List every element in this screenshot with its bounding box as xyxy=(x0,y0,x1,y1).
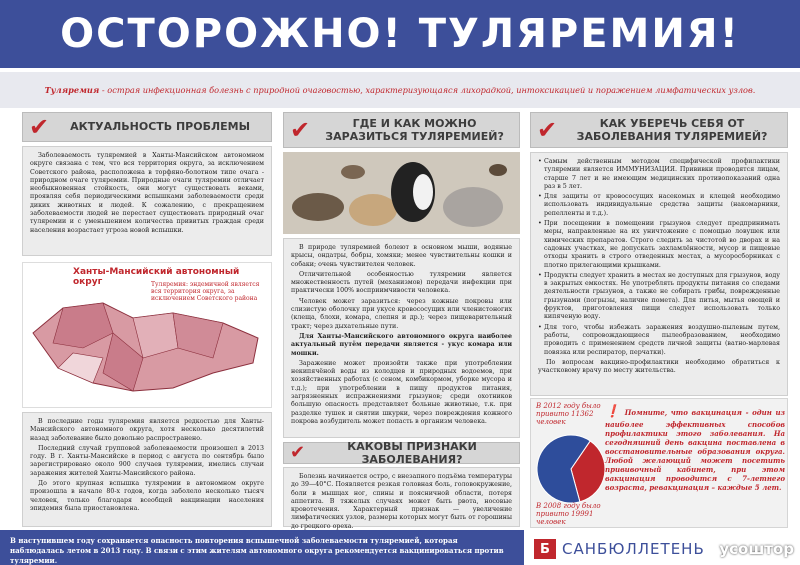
list-item: • Самым действенным методом специфической профилактики туляремии является ИММУНИЗАЦИЯ. Прививки проводятся лицам, старше 7 лет и не имеющим медицинских противопоказаний одна раз в 5 лет. xyxy=(538,158,780,191)
intro-text: - острая инфекционная болезнь с природной очаговостью, характеризующаяся лихорадкой, интоксикацией и поражением лимфатических узлов. xyxy=(99,85,756,95)
column-relevance xyxy=(22,112,272,256)
district-map xyxy=(22,262,272,408)
col2-paragraph-3: Человек может заразиться: через кожные покровы или слизистую оболочку при укусе кровососущих или членистоногих (клеща, блохи, комара, слепня и др.); через пищеварительный тракт; через дыхательные пути. xyxy=(291,297,512,330)
col3-text-panel xyxy=(530,152,788,396)
vaccination-note xyxy=(605,404,785,492)
col3-heading: КАК УБЕРЕЧЬ СЕБЯ ОТ ЗАБОЛЕВАНИЯ ТУЛЯРЕМИЕЙ? xyxy=(576,116,768,143)
col2-symptoms-panel xyxy=(283,467,520,530)
checkmark-icon: ✔ xyxy=(290,116,311,144)
col2-paragraph-6: Болезнь начинается остро, с внезапного подъёма температуры до 39—40°С. Появляется резкая головная боль, головокружение, боли в мышцах ног, спины и поясничной области, потеря аппетита. В тяжелых случаях может быть рвота, носовые кровотечения. Характерный признак — увеличение лимфатических узлов, размеры которых могут быть от горошины до грецкого ореха. xyxy=(291,473,512,530)
intro-term: Туляремия xyxy=(44,85,100,95)
col2-text-panel xyxy=(283,238,520,438)
col1-paragraph-3: Последний случай групповой заболеваемости произошел в 2013 году. В г. Ханты-Мансийске в период с августа по сентябрь было зарегистрировано около 900 случаев туляремии, имелись случаи заражения жителей Ханты-Мансийского района. xyxy=(30,444,264,477)
logo-name: САНБЮЛЛЕТЕНЬ xyxy=(562,540,705,558)
intro-strip xyxy=(0,72,800,108)
col2-paragraph-4: Для Ханты-Мансийского автономного округа наиболее актуальный путём передачи является - укус комара или мошки. xyxy=(291,332,512,357)
col1-bottom-panel xyxy=(22,412,272,527)
footer-warning: В наступившем году сохраняется опасность повторения вспышечной заболеваемости туляремией, которая наблюдалась летом в 2013 году. В связи с этим жителям автономного округа рекомендуется вакцинироваться против туляремии. xyxy=(0,530,524,565)
col1-paragraph: Заболеваемость туляремией в Ханты-Мансийском автономном округе связана с тем, что вся территория округа, за исключением Советского района, расположена в торфяно-болотном типе очага - природном очаге туляремии. Природные очаги туляремии отличает необыкновенная стойкость, они могут существовать веками, проявляя себя периодическими вспышками заболеваемости среди диких животных и людей. К сожалению, с прекращением заболеваемости людей не перестает существовать природный очаг туляремии и с уменьшением количества привитых граждан среди населения возрастает угроза новой вспышки. xyxy=(30,152,264,234)
watermark: усоштор xyxy=(719,540,794,558)
col2-paragraph-2: Отличительной особенностью туляремии является множественность путей (механизмов) передачи инфекции при практически 100% восприимчивости человека. xyxy=(291,270,512,295)
column-transmission xyxy=(283,112,520,148)
heading-box-2 xyxy=(283,439,520,466)
heading-box xyxy=(22,112,272,142)
list-item: • Для того, чтобы избежать заражения воздушно-пылевым путем, работы, сопровождающиеся пылеобразованием, необходимо проводить с применением средств личной защиты (ватно-марлевая повязка или респиратор, перчатки). xyxy=(538,324,780,357)
prevention-list xyxy=(538,158,780,357)
list-item: • Продукты следует хранить в местах не доступных для грызунов, воду в закрытых емкостях. Не употреблять продукты питания со следами деятельности грызунов, а также не собирать грибы, поврежденные грызунами (погрызы, наличие помета). Для питья, мытья овощей и фруктов, приготовления пищи следует использовать только кипяченую воду. xyxy=(538,272,780,322)
col1-heading: АКТУАЛЬНОСТЬ ПРОБЛЕМЫ xyxy=(70,120,250,134)
heading-box xyxy=(283,112,520,148)
rodents-photo xyxy=(283,152,520,234)
col3-closing: По вопросам вакцино-профилактики необходимо обратиться к участковому врачу по месту жительства. xyxy=(538,358,780,375)
list-item: • При посещении в помещении грызунов следует предпринимать меры, направленные на их уничтожение с помощью ловушек или химических препаратов. Строго следить за чистотой во дворах и на садовых участках, не допускать захламлённости, мусор и пищевые отходы хранить в строго отведенных местах, а мусоросборниках с плотно прилегающими крышками. xyxy=(538,220,780,270)
column-prevention xyxy=(530,112,788,396)
heading-box xyxy=(530,112,788,148)
col1-text-panel xyxy=(22,146,272,256)
page-title: ОСТОРОЖНО! ТУЛЯРЕМИЯ! xyxy=(60,11,740,57)
logo-mark-icon: Б xyxy=(534,539,556,559)
exclamation-icon: ❗ xyxy=(605,404,622,418)
col2-paragraph-5: Заражение может произойти также при употреблении некипячёной воды из колодцев и природных водоемов, при хозяйственных работах (с сеном, комбикормом, уборке мусора и т.д.); при употреблении в пищу продуктов питания, загрязненных испражнениями грызунов; среди охотников большую опасность представляет больные животные, т.к. при разделке тушек и снятии шкурки, через повреждения кожного покрова возбудитель может попасть в организм человека. xyxy=(291,359,512,425)
col2-heading: ГДЕ И КАК МОЖНО ЗАРАЗИТЬСЯ ТУЛЯРЕМИЕЙ? xyxy=(325,116,504,143)
col1-paragraph-2: В последние годы туляремия является редкостью для Ханты-Мансийского автономного округа, хотя несколько десятилетий назад заболевание было довольно распространено. xyxy=(30,418,264,442)
vaccination-note-text: Помните, что вакцинация - один из наиболее эффективных способов профилактики этого заболевания. На сегодняшний день вакцина поставлена в восстановительные образования округа. Любой желающий может посетить прививочный кабинет, при этом вакцинация проводится с 7-летнего возраста, ревакцинация – каждые 5 лет. xyxy=(605,408,786,493)
handwritten-2012: В 2012 году было привито 11362 человек xyxy=(536,402,601,426)
col1-paragraph-4: До этого крупная вспышка туляремии в автономном округе произошла в начале 80-х годов, когда заболело несколько тысяч человек, только благодаря всеобщей вакцинации населения эпидемия была приостановлена. xyxy=(30,480,264,512)
handwritten-2008: В 2008 году было привито 19991 человек xyxy=(536,502,601,526)
sanbulletin-logo xyxy=(534,535,794,563)
title-banner xyxy=(0,0,800,68)
checkmark-icon: ✔ xyxy=(29,113,50,141)
rodents-image xyxy=(283,152,520,234)
checkmark-icon: ✔ xyxy=(537,116,558,144)
map-title: Ханты-Мансийский автономный округ xyxy=(73,267,240,287)
col2-heading-2: КАКОВЫ ПРИЗНАКИ ЗАБОЛЕВАНИЯ? xyxy=(347,439,477,466)
list-item: • Для защиты от кровососущих насекомых и клещей необходимо использовать индивидуальные средства защиты (накомарники, репелленты и т.д.). xyxy=(538,193,780,218)
map-note: Туляремия: эндемичной является вся территория округа, за исключением Советского района xyxy=(151,281,260,303)
col2-paragraph-1: В природе туляремией болеют в основном мыши, водяные крысы, ондатры, бобры, хомяки; менее чувствительны кошки и собаки; очень чувствителен человек. xyxy=(291,244,512,268)
checkmark-icon: ✔ xyxy=(290,442,306,463)
